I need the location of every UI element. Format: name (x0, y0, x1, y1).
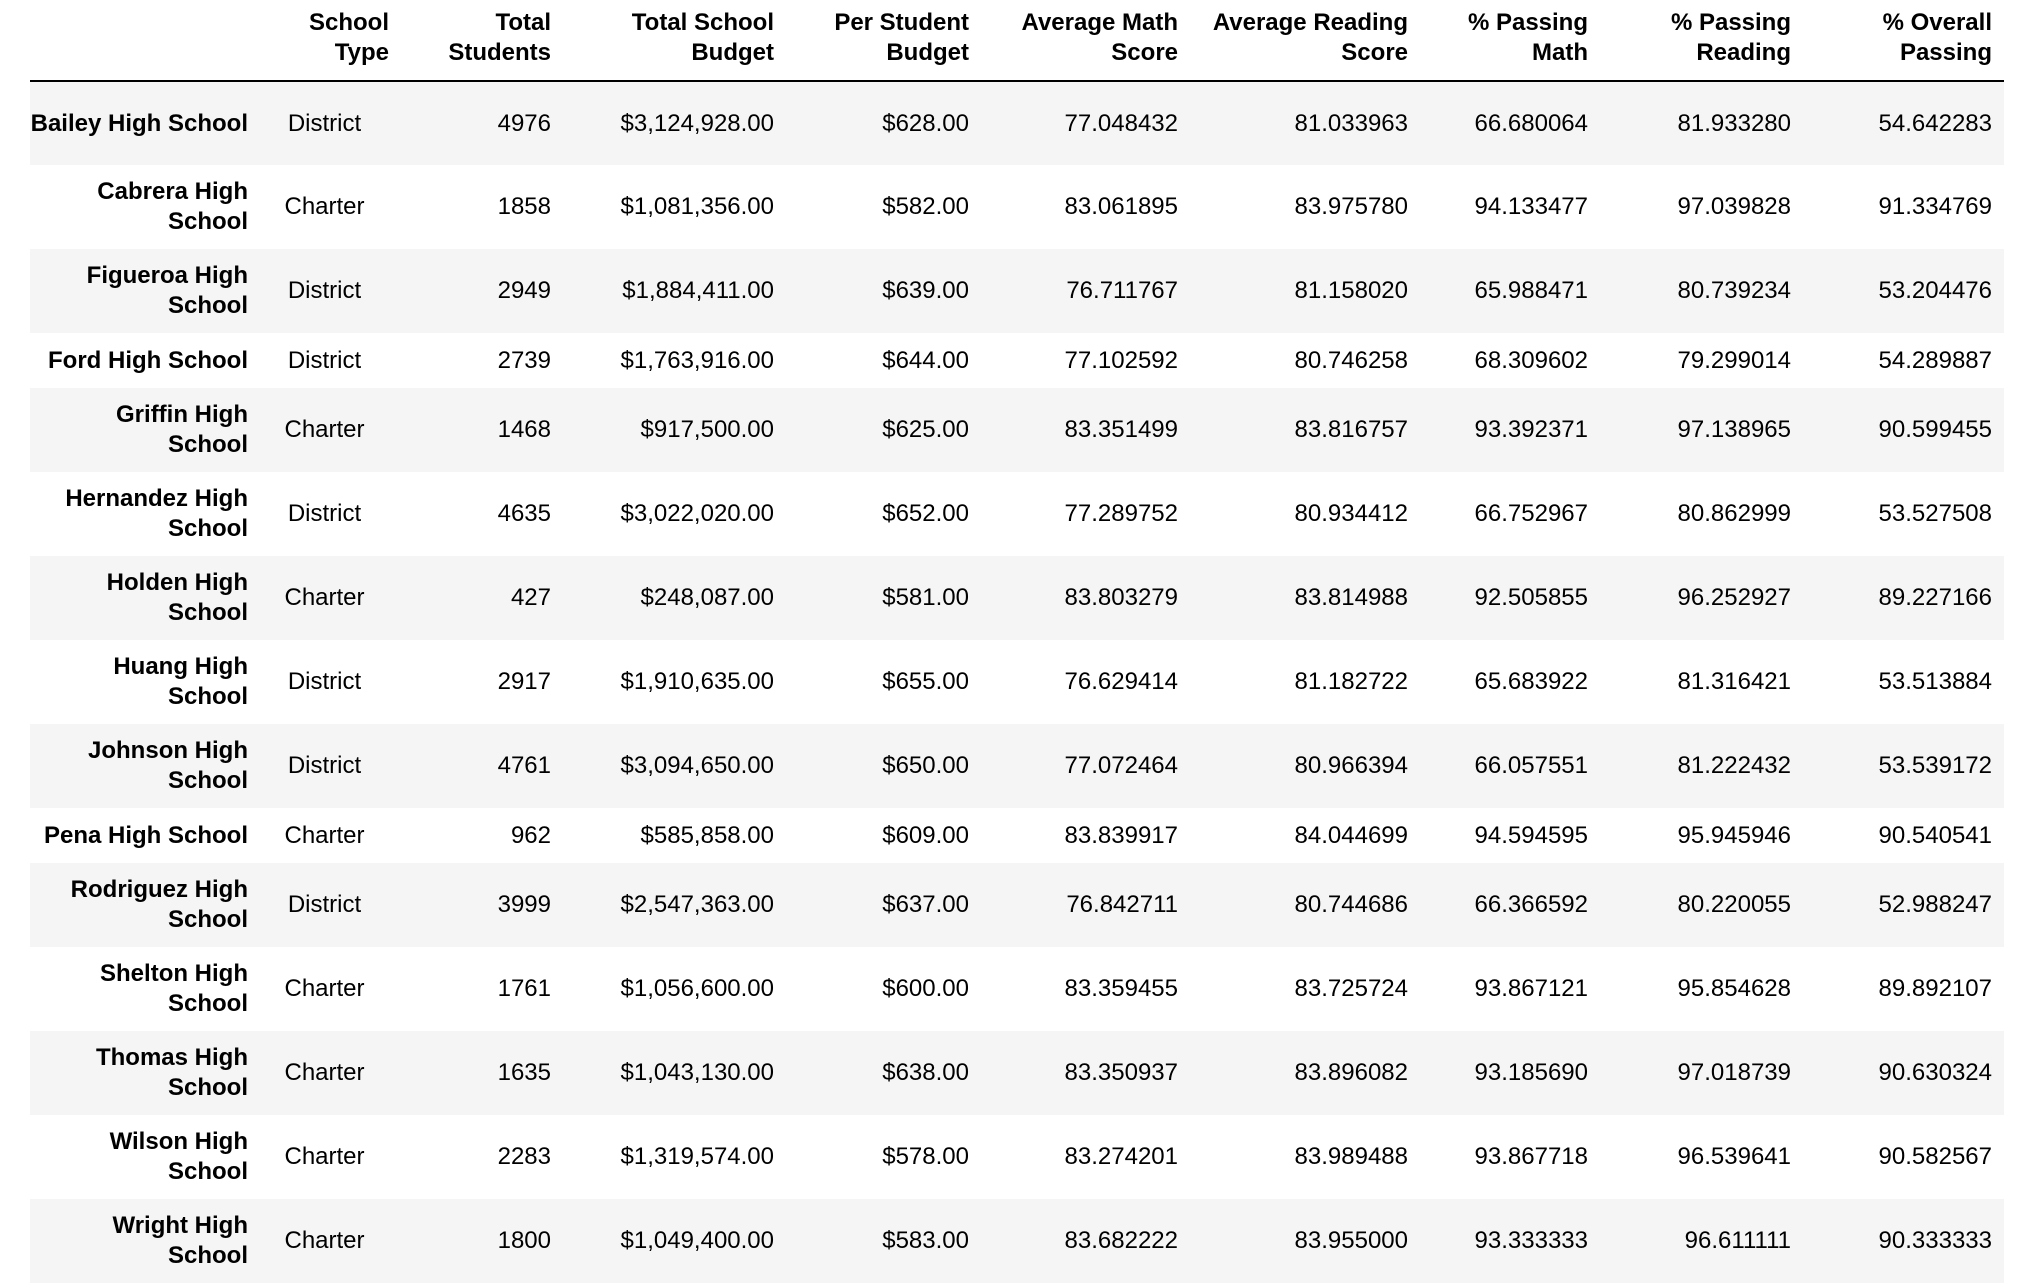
average-reading-cell: 83.955000 (1294, 1227, 1408, 1254)
average-math-cell: 83.359455 (1064, 975, 1178, 1002)
total-students-cell: 4761 (497, 752, 551, 779)
average-reading-cell: 80.934412 (1294, 500, 1408, 527)
school-name-cell: Rodriguez High School (70, 876, 248, 933)
passing-reading-cell: 81.316421 (1677, 668, 1791, 695)
column-header-total-school-budget: Total School Budget (563, 0, 786, 81)
total-students-cell: 427 (510, 584, 551, 611)
average-reading-cell: 80.744686 (1294, 891, 1408, 918)
passing-reading-cell: 97.018739 (1677, 1059, 1791, 1086)
table-row (30, 388, 2004, 472)
average-reading-cell: 83.814988 (1294, 584, 1408, 611)
overall-passing-cell: 53.539172 (1878, 752, 1992, 779)
overall-passing-cell: 53.204476 (1878, 277, 1992, 304)
column-header-passing-math: % Passing Math (1420, 0, 1600, 81)
school-type-cell: District (287, 891, 362, 918)
school-name-cell: Hernandez High School (65, 485, 248, 542)
column-header-per-student-budget: Per Student Budget (786, 0, 981, 81)
average-math-cell: 83.682222 (1064, 1227, 1178, 1254)
column-header-passing-reading: % Passing Reading (1600, 0, 1803, 81)
table-row (30, 724, 2004, 808)
overall-passing-cell: 89.892107 (1878, 975, 1992, 1002)
school-type-cell: District (287, 109, 362, 137)
average-reading-cell: 80.746258 (1294, 346, 1408, 374)
total-students-cell: 2917 (497, 668, 551, 695)
total-budget-cell: $2,547,363.00 (620, 891, 774, 918)
average-reading-cell: 81.158020 (1294, 277, 1408, 304)
total-students-cell: 1468 (497, 416, 551, 443)
school-name-cell: Pena High School (43, 821, 248, 849)
per-student-budget-cell: $637.00 (882, 891, 969, 918)
total-students-cell: 4976 (497, 109, 551, 137)
overall-passing-cell: 53.513884 (1878, 668, 1992, 695)
school-type-cell: Charter (284, 193, 365, 220)
total-budget-cell: $1,056,600.00 (620, 975, 774, 1002)
passing-math-cell: 66.752967 (1474, 500, 1588, 527)
average-math-cell: 77.072464 (1064, 752, 1178, 779)
school-name-cell: Figueroa High School (86, 262, 248, 319)
overall-passing-cell: 52.988247 (1878, 891, 1992, 918)
header-row (30, 0, 2004, 81)
table-body (30, 81, 2004, 1283)
passing-reading-cell: 96.252927 (1677, 584, 1791, 611)
passing-math-cell: 93.867121 (1474, 975, 1588, 1002)
column-header-school-type: School Type (262, 0, 401, 81)
average-math-cell: 77.048432 (1064, 109, 1178, 137)
table-row (30, 472, 2004, 556)
table-row (30, 1031, 2004, 1115)
average-reading-cell: 81.033963 (1294, 109, 1408, 137)
total-students-cell: 3999 (497, 891, 551, 918)
total-budget-cell: $1,319,574.00 (620, 1143, 774, 1170)
passing-math-cell: 65.683922 (1474, 668, 1588, 695)
total-budget-cell: $248,087.00 (640, 584, 774, 611)
overall-passing-cell: 54.642283 (1878, 109, 1992, 137)
passing-reading-cell: 96.539641 (1677, 1143, 1791, 1170)
total-students-cell: 1858 (497, 193, 551, 220)
table-row (30, 556, 2004, 640)
table-row (30, 947, 2004, 1031)
total-budget-cell: $585,858.00 (640, 821, 774, 849)
passing-math-cell: 93.392371 (1474, 416, 1588, 443)
school-name-cell: Cabrera High School (97, 178, 248, 235)
overall-passing-cell: 90.630324 (1878, 1059, 1992, 1086)
average-math-cell: 83.350937 (1064, 1059, 1178, 1086)
school-name-cell: Wright High School (112, 1212, 248, 1269)
total-students-cell: 2949 (497, 277, 551, 304)
table-row (30, 249, 2004, 333)
average-reading-cell: 83.896082 (1294, 1059, 1408, 1086)
school-name-cell: Thomas High School (95, 1044, 248, 1101)
school-type-cell: District (287, 277, 362, 304)
total-budget-cell: $1,081,356.00 (620, 193, 774, 220)
passing-reading-cell: 81.933280 (1677, 109, 1791, 137)
passing-reading-cell: 80.739234 (1677, 277, 1791, 304)
average-math-cell: 83.839917 (1064, 821, 1178, 849)
per-student-budget-cell: $628.00 (882, 109, 969, 137)
per-student-budget-cell: $581.00 (882, 584, 969, 611)
total-students-cell: 2739 (497, 346, 551, 374)
passing-reading-cell: 81.222432 (1677, 752, 1791, 779)
per-student-budget-cell: $582.00 (882, 193, 969, 220)
average-reading-cell: 80.966394 (1294, 752, 1408, 779)
average-math-cell: 83.803279 (1064, 584, 1178, 611)
average-reading-cell: 83.989488 (1294, 1143, 1408, 1170)
per-student-budget-cell: $600.00 (882, 975, 969, 1002)
passing-math-cell: 93.185690 (1474, 1059, 1588, 1086)
average-reading-cell: 81.182722 (1294, 668, 1408, 695)
table-row (30, 863, 2004, 947)
school-type-cell: District (287, 752, 362, 779)
average-reading-cell: 83.725724 (1294, 975, 1408, 1002)
average-math-cell: 83.274201 (1064, 1143, 1178, 1170)
total-budget-cell: $1,910,635.00 (620, 668, 774, 695)
column-header-total-students: Total Students (401, 0, 563, 81)
table-row (30, 808, 2004, 863)
school-type-cell: District (287, 500, 362, 527)
overall-passing-cell: 89.227166 (1878, 584, 1992, 611)
school-name-cell: Huang High School (113, 653, 248, 710)
school-summary-table (30, 0, 2004, 1283)
overall-passing-cell: 90.599455 (1878, 416, 1992, 443)
passing-math-cell: 92.505855 (1474, 584, 1588, 611)
average-math-cell: 77.102592 (1064, 346, 1178, 374)
per-student-budget-cell: $578.00 (882, 1143, 969, 1170)
per-student-budget-cell: $650.00 (882, 752, 969, 779)
total-budget-cell: $3,094,650.00 (620, 752, 774, 779)
passing-reading-cell: 79.299014 (1677, 346, 1791, 374)
total-budget-cell: $1,049,400.00 (620, 1227, 774, 1254)
passing-reading-cell: 95.854628 (1677, 975, 1791, 1002)
average-reading-cell: 83.816757 (1294, 416, 1408, 443)
table-row (30, 1199, 2004, 1283)
total-students-cell: 1635 (497, 1059, 551, 1086)
passing-reading-cell: 80.862999 (1677, 500, 1791, 527)
school-type-cell: Charter (284, 1143, 365, 1170)
passing-math-cell: 93.333333 (1474, 1227, 1588, 1254)
total-students-cell: 1761 (497, 975, 551, 1002)
average-math-cell: 76.711767 (1066, 277, 1178, 304)
school-name-cell: Wilson High School (109, 1128, 248, 1185)
school-name-cell: Shelton High School (100, 960, 248, 1017)
average-math-cell: 83.351499 (1064, 416, 1178, 443)
overall-passing-cell: 53.527508 (1878, 500, 1992, 527)
passing-math-cell: 66.057551 (1474, 752, 1588, 779)
dataframe-output (30, 0, 2004, 1283)
passing-reading-cell: 96.611111 (1684, 1227, 1791, 1254)
average-math-cell: 83.061895 (1064, 193, 1178, 220)
total-students-cell: 2283 (497, 1143, 551, 1170)
total-budget-cell: $917,500.00 (640, 416, 774, 443)
passing-reading-cell: 97.039828 (1677, 193, 1791, 220)
passing-reading-cell: 97.138965 (1677, 416, 1791, 443)
overall-passing-cell: 90.582567 (1878, 1143, 1992, 1170)
table-row (30, 1115, 2004, 1199)
average-math-cell: 77.289752 (1064, 500, 1178, 527)
school-type-cell: Charter (284, 416, 365, 443)
average-reading-cell: 83.975780 (1294, 193, 1408, 220)
column-header-overall-passing: % Overall Passing (1803, 0, 2004, 81)
school-type-cell: Charter (284, 821, 365, 849)
passing-reading-cell: 95.945946 (1677, 821, 1791, 849)
school-type-cell: Charter (284, 1059, 365, 1086)
per-student-budget-cell: $644.00 (882, 346, 969, 374)
school-name-cell: Griffin High School (116, 401, 248, 458)
column-header-average-math-score: Average Math Score (981, 0, 1190, 81)
table-row (30, 165, 2004, 249)
per-student-budget-cell: $625.00 (882, 416, 969, 443)
per-student-budget-cell: $583.00 (882, 1227, 969, 1254)
overall-passing-cell: 90.333333 (1878, 1227, 1992, 1254)
column-header-index (30, 0, 262, 81)
per-student-budget-cell: $639.00 (882, 277, 969, 304)
overall-passing-cell: 54.289887 (1878, 346, 1992, 374)
total-students-cell: 4635 (497, 500, 551, 527)
column-header-average-reading-score: Average Reading Score (1190, 0, 1420, 81)
total-budget-cell: $1,763,916.00 (620, 346, 774, 374)
per-student-budget-cell: $609.00 (882, 821, 969, 849)
passing-math-cell: 94.594595 (1474, 821, 1588, 849)
per-student-budget-cell: $655.00 (882, 668, 969, 695)
table-row (30, 333, 2004, 388)
passing-math-cell: 66.366592 (1474, 891, 1588, 918)
total-budget-cell: $3,022,020.00 (620, 500, 774, 527)
table-row (30, 81, 2004, 165)
per-student-budget-cell: $638.00 (882, 1059, 969, 1086)
total-students-cell: 1800 (497, 1227, 551, 1254)
total-budget-cell: $1,884,411.00 (622, 277, 774, 304)
average-reading-cell: 84.044699 (1294, 821, 1408, 849)
average-math-cell: 76.842711 (1066, 891, 1178, 918)
total-students-cell: 962 (510, 821, 551, 849)
table-row (30, 640, 2004, 724)
passing-reading-cell: 80.220055 (1677, 891, 1791, 918)
school-type-cell: Charter (284, 1227, 365, 1254)
total-budget-cell: $1,043,130.00 (620, 1059, 774, 1086)
overall-passing-cell: 90.540541 (1878, 821, 1992, 849)
school-type-cell: District (287, 346, 362, 374)
passing-math-cell: 94.133477 (1474, 193, 1588, 220)
school-type-cell: District (287, 668, 362, 695)
total-budget-cell: $3,124,928.00 (620, 109, 774, 137)
per-student-budget-cell: $652.00 (882, 500, 969, 527)
overall-passing-cell: 91.334769 (1878, 193, 1992, 220)
school-name-cell: Johnson High School (88, 737, 248, 794)
average-math-cell: 76.629414 (1064, 668, 1178, 695)
school-type-cell: Charter (284, 975, 365, 1002)
passing-math-cell: 93.867718 (1474, 1143, 1588, 1170)
school-name-cell: Ford High School (48, 346, 248, 374)
passing-math-cell: 65.988471 (1474, 277, 1588, 304)
passing-math-cell: 66.680064 (1474, 109, 1588, 137)
passing-math-cell: 68.309602 (1474, 346, 1588, 374)
school-name-cell: Bailey High School (30, 109, 248, 137)
school-name-cell: Holden High School (106, 569, 248, 626)
school-type-cell: Charter (284, 584, 365, 611)
